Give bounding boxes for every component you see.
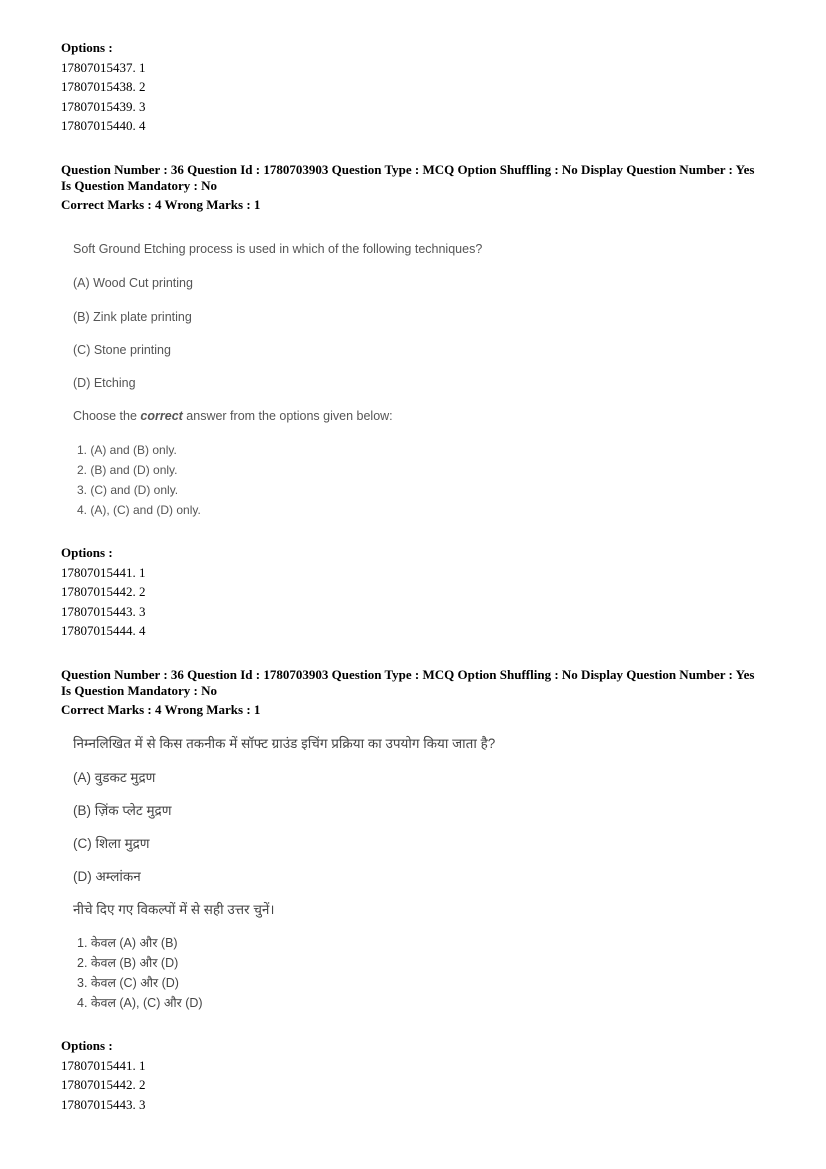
mandatory-line: Is Question Mandatory : No — [61, 683, 218, 698]
instruction-text: नीचे दिए गए विकल्पों में से सही उत्तर चुनें। — [73, 902, 275, 917]
option-item: 17807015442. 2 — [61, 584, 146, 599]
option-item: 17807015443. 3 — [61, 1096, 146, 1112]
instruction-text: Choose the correct answer from the options given below: — [73, 409, 393, 423]
option-item: 17807015437. 1 — [61, 59, 146, 75]
statement-b: (B) ज़िंक प्लेट मुद्रण — [73, 803, 172, 818]
option-item: 17807015441. 1 — [61, 564, 146, 580]
statement-d: (D) Etching — [73, 376, 136, 390]
answer-choice: 4. (A), (C) and (D) only. — [77, 503, 201, 517]
statement-c: (C) Stone printing — [73, 343, 171, 357]
option-item: 17807015443. 3 — [61, 603, 146, 619]
question-meta-line: Question Number : 36 Question Id : 1780703903 Question Type : MCQ Option Shuffling : No Display Question Number : Yes — [61, 162, 755, 177]
answer-choice: 1. केवल (A) और (B) — [77, 936, 178, 950]
option-item: 17807015442. 2 — [61, 1077, 146, 1092]
option-item: 17807015441. 1 — [61, 1057, 146, 1073]
statement-a: (A) Wood Cut printing — [73, 276, 193, 290]
options-heading: Options : — [61, 1038, 113, 1053]
option-item: 17807015438. 2 — [61, 79, 146, 94]
question-text: निम्नलिखित में से किस तकनीक में सॉफ्ट ग्राउंड इचिंग प्रक्रिया का उपयोग किया जाता है? — [73, 736, 496, 751]
answer-choice: 4. केवल (A), (C) और (D) — [77, 996, 203, 1010]
question-metadata — [61, 162, 754, 213]
answer-choice: 3. (C) and (D) only. — [77, 483, 179, 497]
answer-choice: 2. केवल (B) और (D) — [77, 956, 179, 970]
options-heading: Options : — [61, 40, 113, 55]
question-options-block — [61, 1036, 146, 1114]
statement-c: (C) शिला मुद्रण — [73, 836, 150, 851]
option-item: 17807015439. 3 — [61, 98, 146, 114]
question-options-block — [61, 543, 146, 641]
top-options-block — [61, 38, 146, 136]
marks-line: Correct Marks : 4 Wrong Marks : 1 — [61, 197, 261, 212]
answer-choice: 2. (B) and (D) only. — [77, 463, 178, 477]
answer-choice: 3. केवल (C) और (D) — [77, 976, 179, 990]
option-item: 17807015444. 4 — [61, 623, 146, 638]
question-text: Soft Ground Etching process is used in which of the following techniques? — [73, 242, 483, 256]
statement-d: (D) अम्लांकन — [73, 869, 141, 884]
mandatory-line: Is Question Mandatory : No — [61, 178, 218, 193]
options-heading: Options : — [61, 545, 113, 560]
question-meta-line: Question Number : 36 Question Id : 1780703903 Question Type : MCQ Option Shuffling : No Display Question Number : Yes — [61, 667, 755, 682]
answer-choice: 1. (A) and (B) only. — [77, 443, 177, 457]
statement-b: (B) Zink plate printing — [73, 310, 192, 324]
option-item: 17807015440. 4 — [61, 118, 146, 133]
question-metadata — [61, 667, 754, 718]
marks-line: Correct Marks : 4 Wrong Marks : 1 — [61, 702, 261, 717]
statement-a: (A) वुडकट मुद्रण — [73, 770, 156, 785]
